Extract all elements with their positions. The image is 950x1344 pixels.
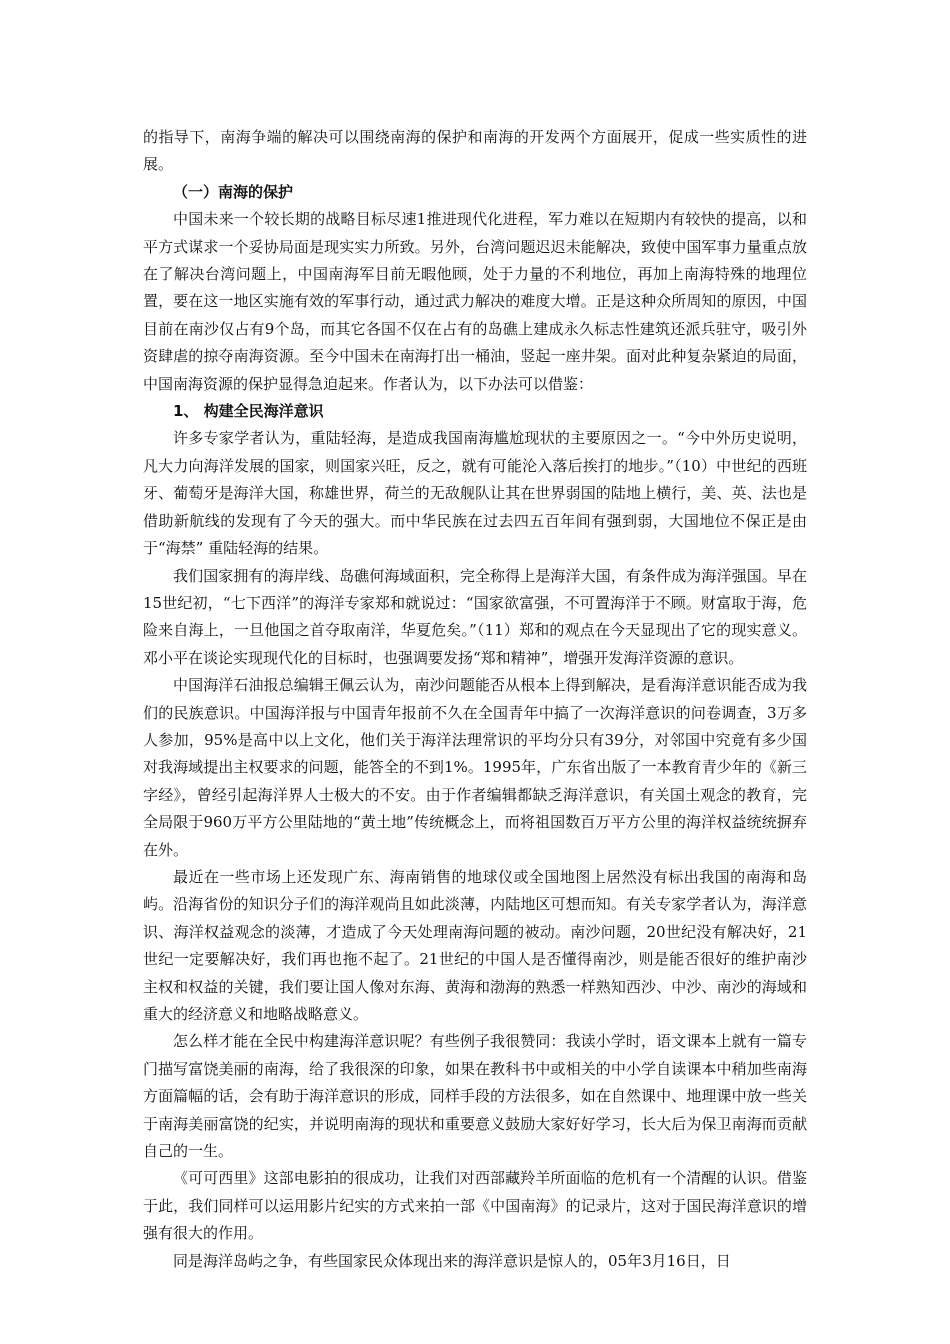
body-paragraph: 怎么样才能在全民中构建海洋意识呢？有些例子我很赞同：我读小学时，语文课本上就有一篇专门描写富饶美丽的南海，给了我很深的印象，如果在教科书中或相关的中小学自读课本中稍加些南海方面篇幅的话，会有助于海洋意识的形成，同样手段的方法很多，如在自然课中、地理课中放一些关于南海美丽富饶的纪实，并说明南海的现状和重要意义鼓励大家好好学习，长大后为保卫南海而贡献自己的一生。 [143,1032,807,1161]
body-paragraph: 《可可西里》这部电影拍的很成功，让我们对西部藏羚羊所面临的危机有一个清醒的认识。借鉴于此，我们同样可以运用影片纪实的方式来拍一部《中国南海》的记录片，这对于国民海洋意识的增强有很大的作用。 [143,1169,807,1243]
body-paragraph: 同是海洋岛屿之争，有些国家民众体现出来的海洋意识是惊人的，05年3月16日，日 [173,1251,731,1270]
section-paragraph: 中国未来一个较长期的战略目标尽速1推进现代化进程，军力难以在短期内有较快的提高，以和平方式谋求一个妥协局面是现实实力所致。另外，台湾问题迟迟未能解决，致使中国军事力量重点放在了解决台湾问题上，中国南海军目前无暇他顾，处于力量的不利地位，再加上南海特殊的地理位置，要在这一地区实施有效的军事行动，通过武力解决的难度大增。正是这种众所周知的原因，中国目前在南沙仅占有9个岛，而其它各国不仅在占有的岛礁上建成永久标志性建筑还派兵驻守，吸引外资肆虐的掠夺南海资源。至今中国未在南海打出一桶油，竖起一座井架。面对此种复杂紧迫的局面，中国南海资源的保护显得急迫起来。作者认为，以下办法可以借鉴： [143,210,807,393]
document-body [143,124,807,1275]
section-heading: （一）南海的保护 [173,182,294,201]
subsection-heading: 1、 构建全民海洋意识 [173,402,324,421]
body-paragraph: 许多专家学者认为，重陆轻海，是造成我国南海尴尬现状的主要原因之一。“今中外历史说明，凡大力向海洋发展的国家，则国家兴旺，反之，就有可能沦入落后挨打的地步。”（10）中世纪的西班牙、葡萄牙是海洋大国，称雄世界，荷兰的无敌舰队让其在世界弱国的陆地上横行，美、英、法也是借助新航线的发现有了今天的强大。而中华民族在过去四五百年间有强到弱，大国地位不保正是由于“海禁” 重陆轻海的结果。 [143,429,807,558]
intro-paragraph: 的指导下，南海争端的解决可以围绕南海的保护和南海的开发两个方面展开，促成一些实质性的进展。 [143,128,807,174]
body-paragraph: 中国海洋石油报总编辑王佩云认为，南沙问题能否从根本上得到解决，是看海洋意识能否成为我们的民族意识。中国海洋报与中国青年报前不久在全国青年中搞了一次海洋意识的问卷调查，3万多人参加，95%是高中以上文化，他们关于海洋法理常识的平均分只有39分，对邻国中究竟有多少国对我海域提出主权要求的问题，能答全的不到1%。1995年，广东省出版了一本教育青少年的《新三字经》，曾经引起海洋界人士极大的不安。由于作者编辑都缺乏海洋意识，有关国土观念的教育，完全局限于960万平方公里陆地的“黄土地”传统概念上，而将祖国数百万平方公里的海洋权益统统摒弃在外。 [143,676,807,859]
body-paragraph: 我们国家拥有的海岸线、岛礁何海域面积，完全称得上是海洋大国，有条件成为海洋强国。早在15世纪初，“七下西洋”的海洋专家郑和就说过：“国家欲富强，不可置海洋于不顾。财富取于海，危险来自海上，一旦他国之首夺取南洋，华夏危矣。”（11）郑和的观点在今天显现出了它的现实意义。邓小平在谈论实现现代化的目标时，也强调要发扬“郑和精神”，增强开发海洋资源的意识。 [143,566,807,667]
body-paragraph: 最近在一些市场上还发现广东、海南销售的地球仪或全国地图上居然没有标出我国的南海和岛屿。沿海省份的知识分子们的海洋观尚且如此淡薄，内陆地区可想而知。有关专家学者认为，海洋意识、海洋权益观念的淡薄，才造成了今天处理南海问题的被动。南沙问题，20世纪没有解决好，21世纪一定要解决好，我们再也拖不起了。21世纪的中国人是否懂得南沙，则是能否很好的维护南沙主权和权益的关键，我们要让国人像对东海、黄海和渤海的熟悉一样熟知西沙、中沙、南沙的海域和重大的经济意义和地略战略意义。 [143,867,807,1023]
